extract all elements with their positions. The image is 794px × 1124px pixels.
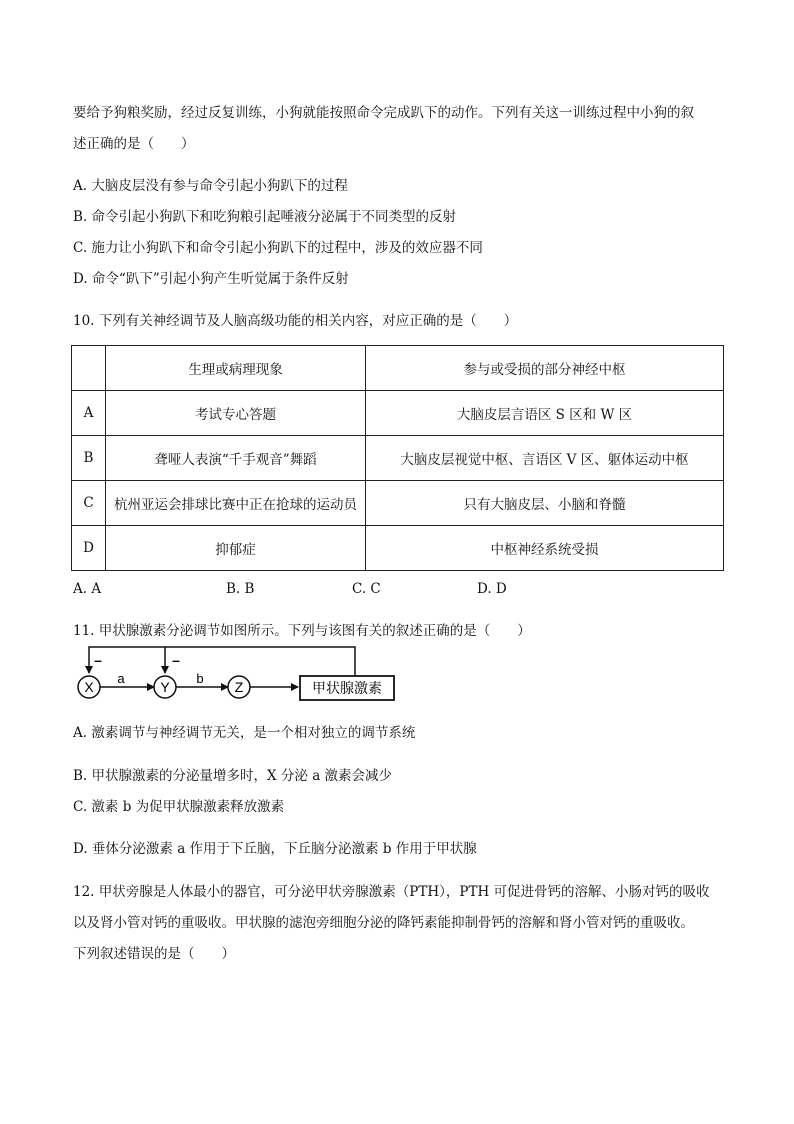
q9-stem-line2: 述正确的是（ ）: [73, 136, 195, 152]
q12-stem-line2: 以及肾小管对钙的重吸收。甲状腺的滤泡旁细胞分泌的降钙素能抑制骨钙的溶解和肾小管对钙的重吸收。: [73, 915, 694, 931]
table-cell: 大脑皮层言语区 S 区和 W 区: [366, 391, 724, 436]
q10-option-d[interactable]: D. D: [477, 581, 507, 597]
q9-option-c[interactable]: C. 施力让小狗趴下和命令引起小狗趴下的过程中，涉及的效应器不同: [73, 240, 483, 256]
q11-option-b[interactable]: B. 甲状腺激素的分泌量增多时，X 分泌 a 激素会减少: [73, 768, 393, 784]
node-y-label: Y: [160, 679, 170, 695]
minus-sign-2: –: [172, 652, 180, 668]
arrow-label-b: b: [196, 671, 204, 686]
table-cell: 聋哑人表演“千手观音”舞蹈: [106, 436, 366, 481]
q10-options: [73, 581, 673, 599]
thyroid-regulation-diagram: [70, 645, 430, 709]
q12-stem-line1: 12. 甲状旁腺是人体最小的器官，可分泌甲状旁腺激素（PTH），PTH 可促进骨钙的溶解、小肠对钙的吸收: [73, 884, 710, 900]
q11-stem: 11. 甲状腺激素分泌调节如图所示。下列与该图有关的叙述正确的是（ ）: [73, 623, 531, 639]
q11-option-a[interactable]: A. 激素调节与神经调节无关，是一个相对独立的调节系统: [73, 725, 416, 741]
q10-option-b[interactable]: B. B: [226, 581, 255, 597]
table-cell: D: [72, 526, 106, 571]
table-cell: 抑郁症: [106, 526, 366, 571]
table-row: [72, 436, 724, 481]
arrow-label-a: a: [117, 671, 125, 686]
table-header-row: [72, 346, 724, 391]
table-row: [72, 526, 724, 571]
table-cell: 只有大脑皮层、小脑和脊髓: [366, 481, 724, 526]
table-header-cell: [72, 346, 106, 391]
table-cell: B: [72, 436, 106, 481]
table-cell: A: [72, 391, 106, 436]
table-cell: 大脑皮层视觉中枢、言语区 V 区、躯体运动中枢: [366, 436, 724, 481]
q10-stem: 10. 下列有关神经调节及人脑高级功能的相关内容，对应正确的是（ ）: [73, 313, 518, 329]
minus-sign-1: –: [94, 652, 102, 668]
q11-option-c[interactable]: C. 激素 b 为促甲状腺激素释放激素: [73, 799, 285, 815]
q9-option-a[interactable]: A. 大脑皮层没有参与命令引起小狗趴下的过程: [73, 178, 348, 194]
q12-stem-line3: 下列叙述错误的是（ ）: [73, 946, 235, 962]
table-header-cell: 参与或受损的部分神经中枢: [366, 346, 724, 391]
table-row: [72, 481, 724, 526]
table-cell: 杭州亚运会排球比赛中正在抢球的运动员: [106, 481, 366, 526]
q10-option-a[interactable]: A. A: [73, 581, 102, 597]
table-row: [72, 391, 724, 436]
node-z-label: Z: [234, 679, 244, 695]
table-cell: 中枢神经系统受损: [366, 526, 724, 571]
q10-table: [71, 345, 724, 571]
thyroid-hormone-label: 甲状腺激素: [312, 681, 382, 697]
q9-option-b[interactable]: B. 命令引起小狗趴下和吃狗粮引起唾液分泌属于不同类型的反射: [73, 209, 457, 225]
table-header-cell: 生理或病理现象: [106, 346, 366, 391]
q9-option-d[interactable]: D. 命令“趴下”引起小狗产生听觉属于条件反射: [73, 271, 349, 287]
q10-option-c[interactable]: C. C: [352, 581, 381, 597]
node-x-label: X: [84, 679, 94, 695]
q11-option-d[interactable]: D. 垂体分泌激素 a 作用于下丘脑，下丘脑分泌激素 b 作用于甲状腺: [73, 841, 477, 857]
q9-stem-line1: 要给予狗粮奖励，经过反复训练，小狗就能按照命令完成趴下的动作。下列有关这一训练过程中小狗的叙: [73, 105, 694, 121]
table-cell: C: [72, 481, 106, 526]
table-cell: 考试专心答题: [106, 391, 366, 436]
